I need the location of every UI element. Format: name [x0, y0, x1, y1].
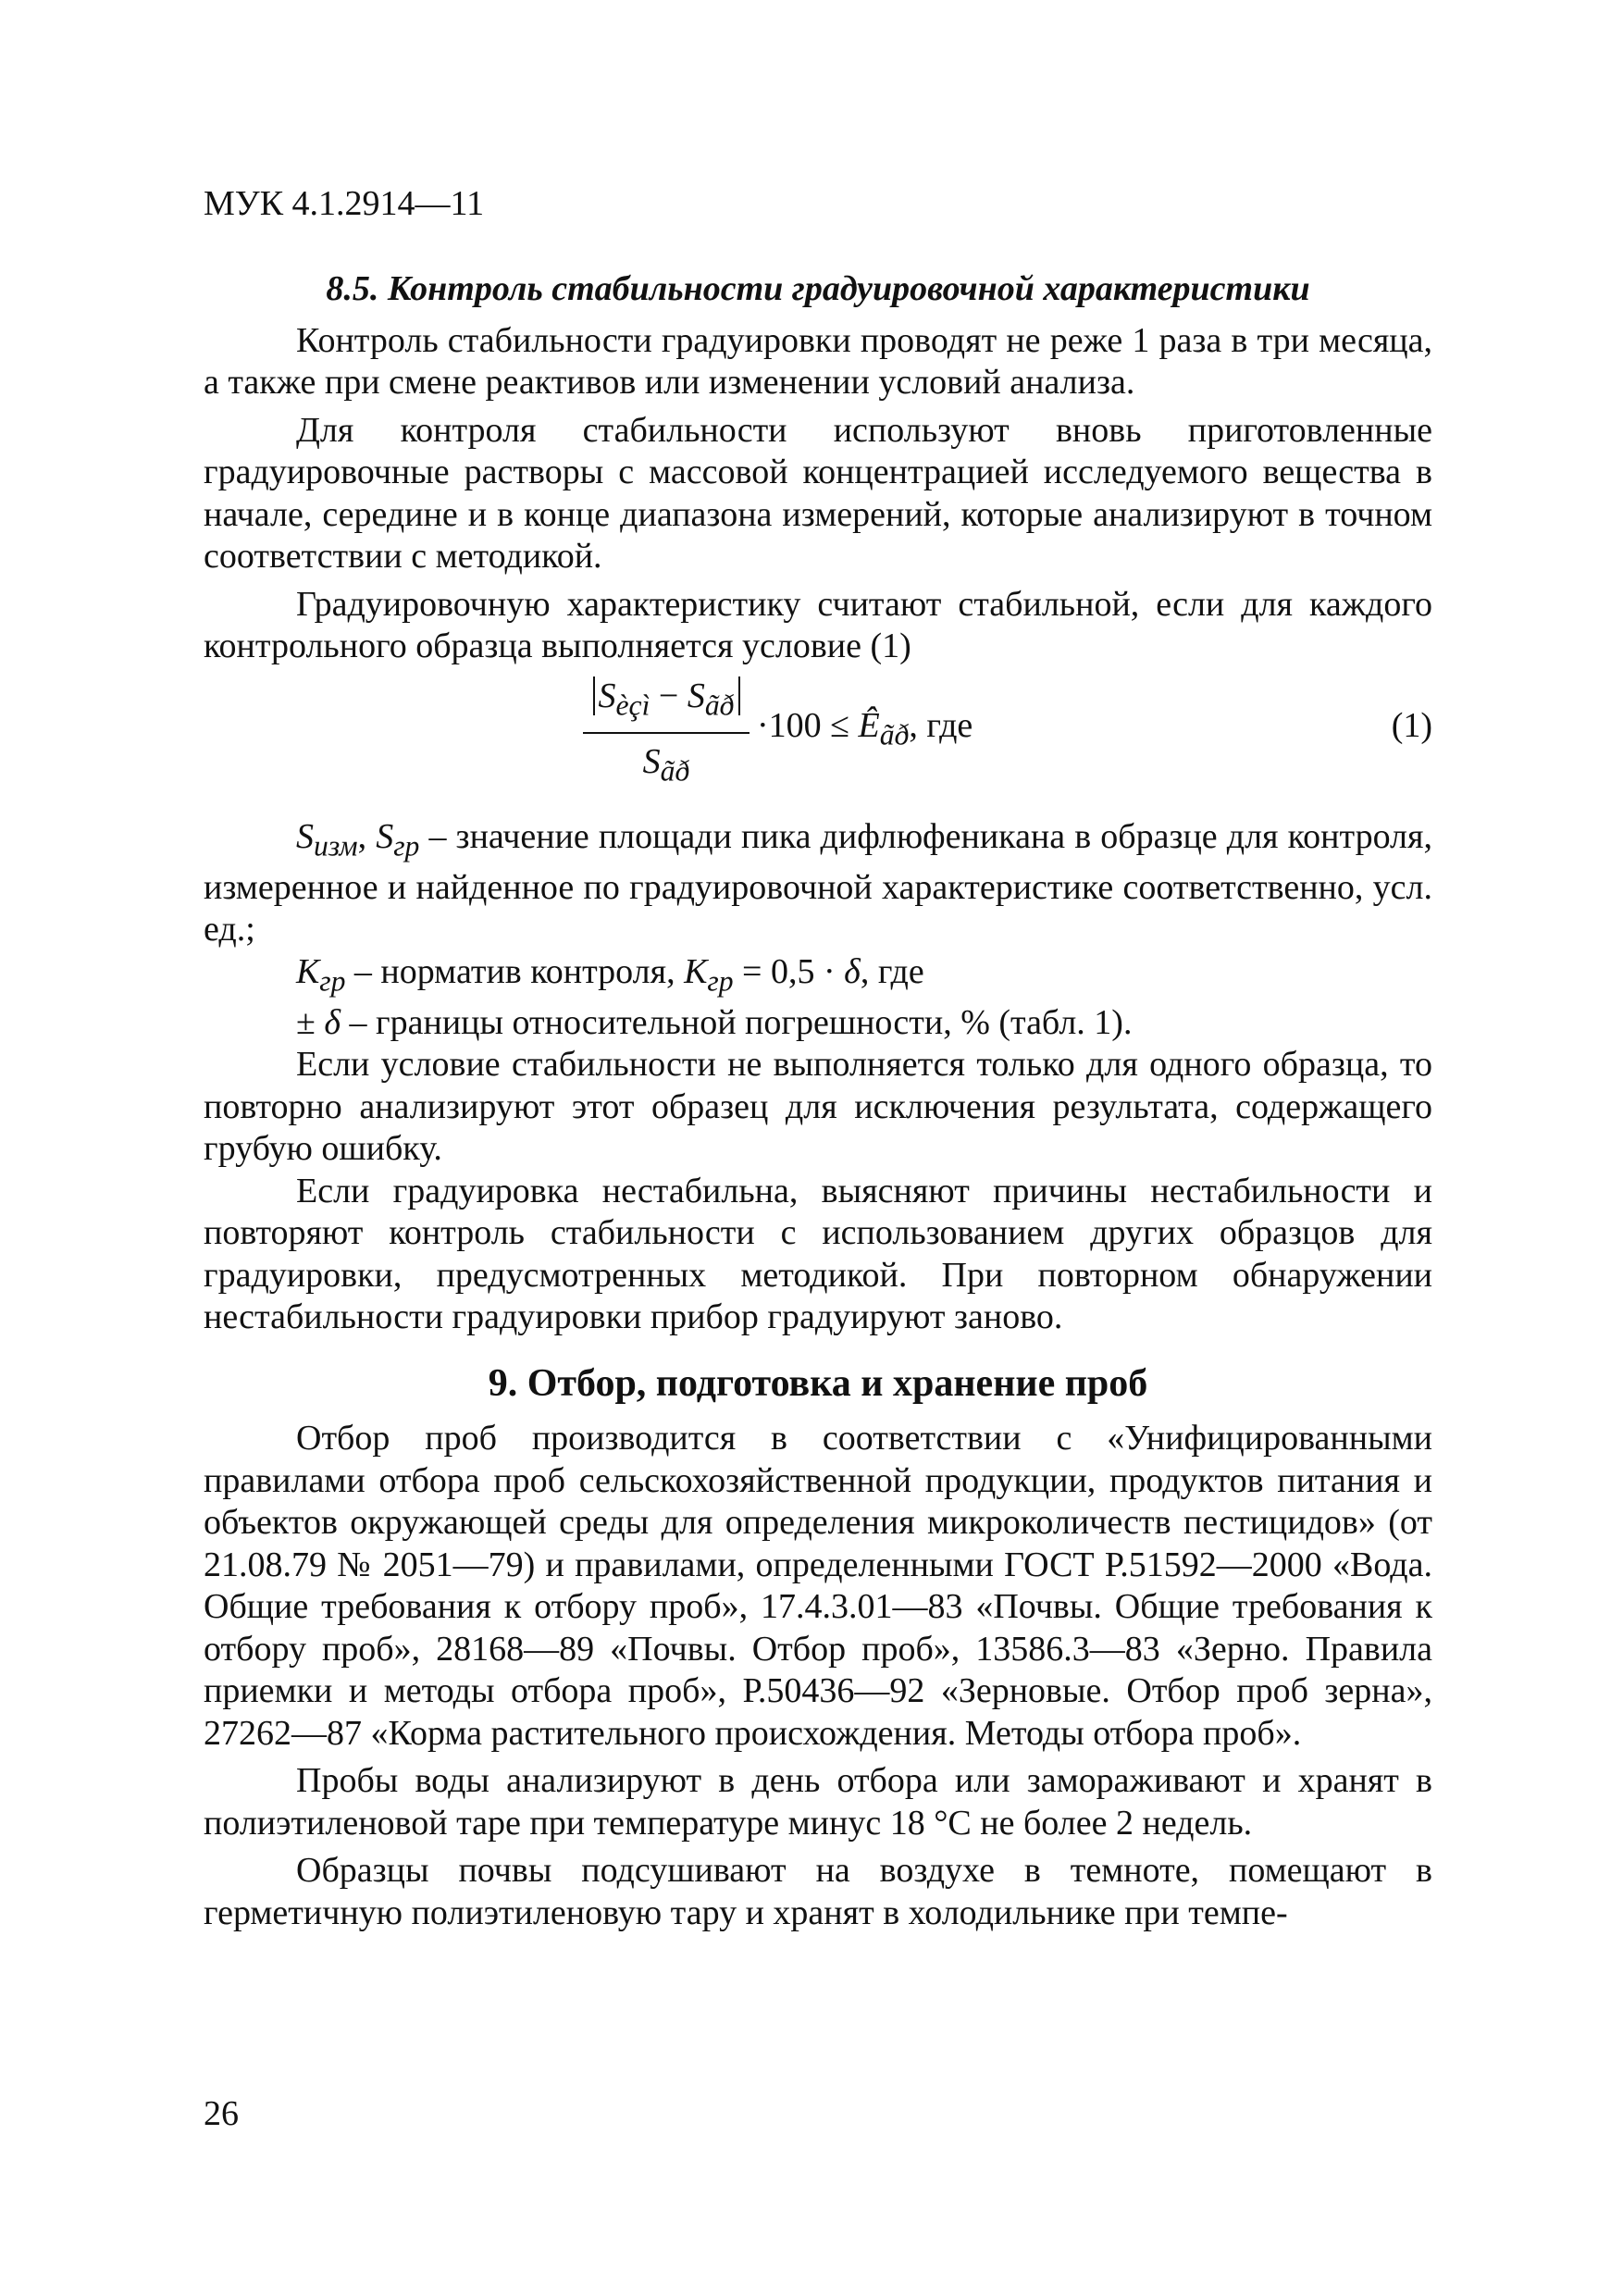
definition-k: $К_{гр}$ – норматив контроля, $К_{гр} = 0,5 \cdot \delta$, где	[296, 951, 924, 998]
formula-number: (1)	[1391, 705, 1432, 745]
document-code-header: МУК 4.1.2914—11	[204, 184, 485, 223]
paragraph: Образцы почвы подсушивают на воздухе в темноте, помещают в герметичную полиэтиленовую тару и хранят в холодильнике при темпе-	[204, 1851, 1432, 1932]
paragraph: Если условие стабильности не выполняется только для одного образца, то повторно анализируют этот образец для исключения результата, содержащего грубую ошибку.	[204, 1045, 1432, 1169]
formula-1	[204, 674, 1432, 811]
subsection-title-8-5: 8.5. Контроль стабильности градуировочной характеристики	[326, 269, 1310, 308]
paragraph: Отбор проб производится в соответствии с «Унифицированными правилами отбора проб сельскохозяйственной продукции, продуктов питания и объектов окружающей среды для определения микроколичеств пестицидов» (от 21.08.79 № 2051—79) и правилами, определенными ГОСТ Р.51592—2000 «Вода. Общие требования к отбору проб», 17.4.3.01—83 «Почвы. Общие требования к отбору проб», 28168—89 «Почвы. Отбор проб», 13586.3—83 «Зерно. Правила приемки и методы отбора проб», Р.50436—92 «Зерновые. Отбор проб зерна», 27262—87 «Корма растительного происхождения. Методы отбора проб».	[204, 1419, 1432, 1753]
section-title-9: 9. Отбор, подготовка и хранение проб	[488, 1361, 1148, 1405]
formula-right-side: $\cdot 100 \le Ê_{ãð}$, где	[757, 705, 973, 751]
page-number: 26	[204, 2094, 239, 2133]
paragraph: Градуировочную характеристику считают стабильной, если для каждого контрольного образца выполняется условие (1)	[204, 584, 1432, 665]
paragraph: Пробы воды анализируют в день отбора или замораживают и хранят в полиэтиленовой таре при температуре минус 18 °С не более 2 недель.	[204, 1761, 1432, 1843]
formula-fraction	[583, 674, 750, 792]
page-content	[204, 268, 1432, 1934]
definition-s: $S_{изм}$, $S_{гр}$ – значение площади пика дифлюфеникана в образце для контроля, измеренное и найденное по градуировочной характеристике соответственно, усл. ед.;	[204, 816, 1433, 949]
absolute-value: $S_{èçì} - S_{ãð}$	[593, 676, 740, 715]
formula-denominator: $S_{ãð}$	[642, 741, 690, 788]
paragraph: Контроль стабильности градуировки проводят не реже 1 раза в три месяца, а также при смене реактивов или изменении условий анализа.	[204, 320, 1432, 402]
paragraph: Для контроля стабильности используют вновь приготовленные градуировочные растворы с массовой концентрацией исследуемого вещества в начале, середине и в конце диапазона измерений, которые анализируют в точном соответствии с методикой.	[204, 410, 1432, 576]
formula-numerator	[583, 674, 750, 734]
paragraph: Если градуировка нестабильна, выясняют причины нестабильности и повторяют контроль стабильности с использованием других образцов для градуировки, предусмотренных методикой. При повторном обнаружении нестабильности градуировки прибор градуируют заново.	[204, 1171, 1432, 1337]
definition-delta: ± δ – границы относительной погрешности, % (табл. 1).	[296, 1002, 1133, 1042]
